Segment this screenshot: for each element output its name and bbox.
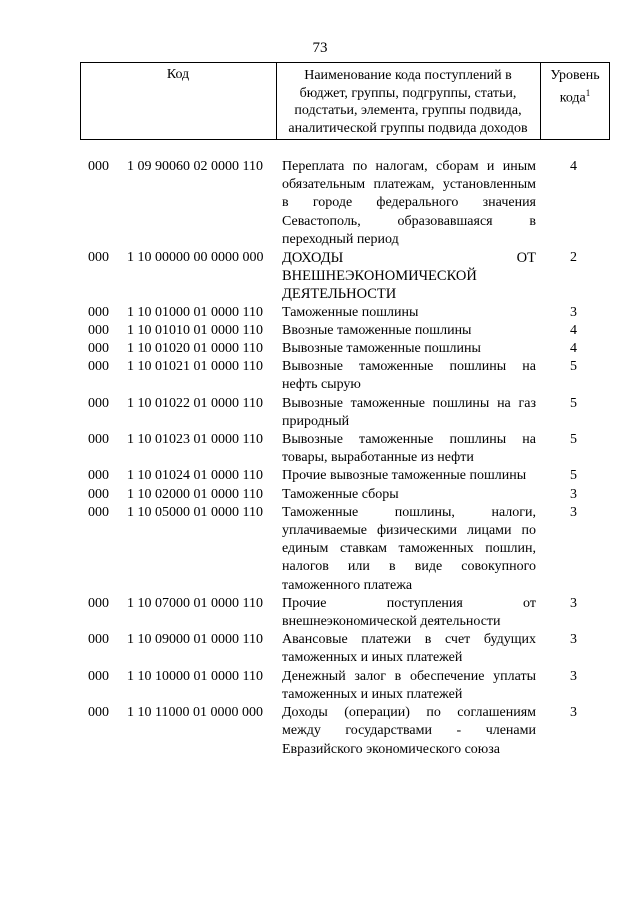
row-prefix: 000 xyxy=(88,432,109,448)
row-code: 1 10 01023 01 0000 110 xyxy=(127,432,263,448)
table-row xyxy=(0,668,640,704)
row-code: 1 10 09000 01 0000 110 xyxy=(127,632,263,648)
row-prefix: 000 xyxy=(88,668,109,684)
row-code: 1 09 90060 02 0000 110 xyxy=(127,159,263,174)
row-code: 1 10 01020 01 0000 110 xyxy=(127,341,263,357)
row-prefix: 000 xyxy=(88,304,109,320)
row-level: 5 xyxy=(570,395,577,411)
row-code: 1 10 02000 01 0000 110 xyxy=(127,486,263,502)
row-code: 1 10 01010 01 0000 110 xyxy=(127,322,263,338)
table-row xyxy=(0,340,640,358)
table-row xyxy=(0,431,640,467)
row-code: 1 10 05000 01 0000 110 xyxy=(127,504,263,520)
row-code: 1 10 01021 01 0000 110 xyxy=(127,359,263,375)
row-level: 4 xyxy=(570,322,577,338)
row-code: 1 10 01000 01 0000 110 xyxy=(127,304,263,320)
row-prefix: 000 xyxy=(88,632,109,648)
table-row xyxy=(0,322,640,340)
row-name: Вывозные таможенные пошлины на газ природный xyxy=(282,395,536,429)
row-code: 1 10 01024 01 0000 110 xyxy=(127,468,263,484)
table-row xyxy=(0,358,640,394)
row-name: Авансовые платежи в счет будущих таможенных и иных платежей xyxy=(282,632,536,666)
row-name: Прочие вывозные таможенные пошлины xyxy=(282,468,527,484)
table-row xyxy=(0,631,640,667)
row-code: 1 10 01022 01 0000 110 xyxy=(127,395,263,411)
row-name: ДОХОДЫ ОТ ВНЕШНЕЭКОНОМИЧЕСКОЙ ДЕЯТЕЛЬНОСТИ xyxy=(282,250,536,303)
row-name: Денежный залог в обеспечение уплаты таможенных и иных платежей xyxy=(282,668,536,702)
header-level-footnote: 1 xyxy=(585,87,591,98)
row-name: Доходы (операции) по соглашениям между государствами - членами Евразийского экономического союза xyxy=(282,705,536,757)
table-row xyxy=(0,486,640,504)
row-level: 5 xyxy=(570,359,577,375)
row-level: 4 xyxy=(570,159,577,174)
header-code: Код xyxy=(166,67,190,82)
row-prefix: 000 xyxy=(88,595,109,611)
row-level: 3 xyxy=(570,632,577,648)
row-level: 3 xyxy=(570,486,577,502)
row-name: Таможенные пошлины, налоги, уплачиваемые физическими лицами по единым ставкам таможенных пошлин, налогов или в виде совокупного таможенного платежа xyxy=(282,504,536,593)
row-prefix: 000 xyxy=(88,322,109,338)
row-level: 5 xyxy=(570,468,577,484)
row-prefix: 000 xyxy=(88,341,109,357)
row-prefix: 000 xyxy=(88,395,109,411)
page-number: 73 xyxy=(312,40,328,56)
row-name: Таможенные пошлины xyxy=(282,304,419,320)
row-name: Вывозные таможенные пошлины на товары, выработанные из нефти xyxy=(282,432,536,466)
row-level: 5 xyxy=(570,432,577,448)
row-name: Вывозные таможенные пошлины xyxy=(282,341,481,357)
table-row xyxy=(0,395,640,431)
table-row xyxy=(0,158,640,249)
table-row xyxy=(0,704,640,759)
row-name: Прочие поступления от внешнеэкономической деятельности xyxy=(282,595,536,630)
row-name: Ввозные таможенные пошлины xyxy=(282,322,472,338)
table-header xyxy=(80,62,610,140)
row-prefix: 000 xyxy=(88,359,109,375)
row-prefix: 000 xyxy=(88,486,109,502)
table-body xyxy=(0,158,640,759)
row-prefix: 000 xyxy=(88,468,109,484)
row-level: 3 xyxy=(570,705,577,721)
row-level: 2 xyxy=(570,250,577,266)
row-code: 1 10 10000 01 0000 110 xyxy=(127,668,263,684)
row-code: 1 10 07000 01 0000 110 xyxy=(127,595,263,611)
row-level: 4 xyxy=(570,341,577,357)
table-row xyxy=(0,249,640,304)
row-name: Таможенные сборы xyxy=(282,486,399,502)
table-row xyxy=(0,504,640,595)
row-level: 3 xyxy=(570,595,577,611)
header-level xyxy=(540,67,610,107)
row-code: 1 10 00000 00 0000 000 xyxy=(127,250,264,266)
header-level-label: Уровень кода xyxy=(550,68,600,106)
row-level: 3 xyxy=(570,304,577,320)
table-row xyxy=(0,304,640,322)
row-prefix: 000 xyxy=(88,504,109,520)
row-name: Вывозные таможенные пошлины на нефть сырую xyxy=(282,359,536,393)
row-name: Переплата по налогам, сборам и иным обязательным платежам, установленным в городе федерального значения Севастополь, образовавшаяся в переходный период xyxy=(282,159,536,247)
row-code: 1 10 11000 01 0000 000 xyxy=(127,705,263,721)
header-divider xyxy=(276,63,277,139)
row-level: 3 xyxy=(570,504,577,520)
row-prefix: 000 xyxy=(88,250,109,266)
table-row xyxy=(0,595,640,631)
row-level: 3 xyxy=(570,668,577,684)
table-row xyxy=(0,467,640,485)
row-prefix: 000 xyxy=(88,159,109,174)
header-name: Наименование кода поступлений в бюджет, группы, подгруппы, статьи, подстатьи, элемента, группы подвида, аналитической группы подвида доходов xyxy=(288,68,528,136)
row-prefix: 000 xyxy=(88,705,109,721)
